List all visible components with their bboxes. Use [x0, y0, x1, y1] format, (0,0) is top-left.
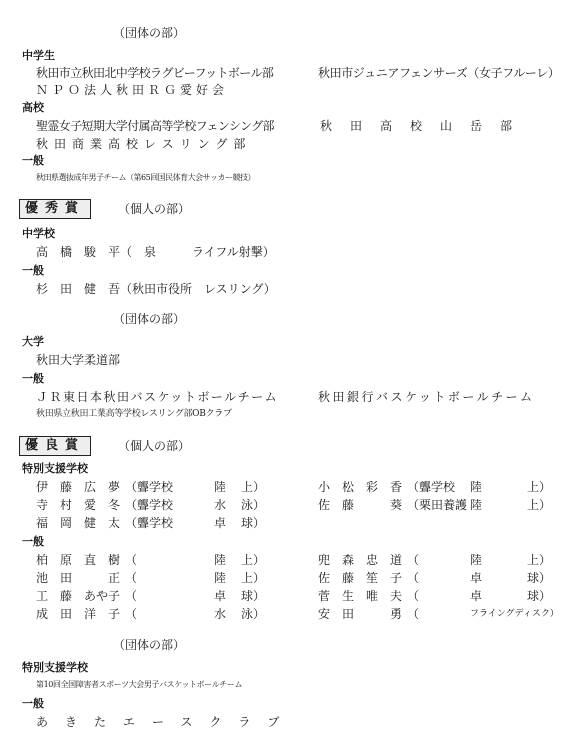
team-section-header: （団体の部） — [113, 26, 186, 40]
affiliation: （聾学校 — [125, 516, 174, 530]
affiliation: （ — [407, 589, 420, 603]
list-item — [0, 481, 578, 495]
affiliation: （ — [407, 607, 420, 621]
sport: 卓 — [470, 589, 483, 603]
sport-end: 球） — [241, 589, 266, 603]
person-name: 柏 原 直 樹 — [36, 553, 121, 567]
award-title-good: 優良賞 — [19, 436, 91, 456]
affiliation: （ — [125, 571, 138, 585]
person-name: 工 藤 あや子 — [36, 589, 121, 603]
category-label: 一般 — [22, 535, 44, 548]
category-label: 中学校 — [22, 227, 55, 240]
list-item — [0, 554, 578, 568]
affiliation: （ — [407, 571, 420, 585]
category-label: 大学 — [22, 335, 44, 348]
sport-end: 球） — [527, 589, 552, 603]
individual-section-header: （個人の部） — [118, 202, 191, 216]
person-name: 成 田 洋 子 — [36, 607, 121, 621]
category-label: 中学生 — [22, 49, 55, 62]
sport: 卓 — [470, 571, 483, 585]
category-label: 一般 — [22, 154, 44, 167]
person-name: 佐 藤 葵 — [318, 498, 403, 512]
team-entry: 秋田大学柔道部 — [36, 353, 121, 367]
sport-end: 上） — [241, 480, 266, 494]
affiliation: （ — [125, 589, 138, 603]
team-entry: 聖霊女子短期大学付属高等学校フェンシング部 — [36, 119, 274, 133]
category-label: 一般 — [22, 372, 44, 385]
affiliation: （ — [407, 553, 420, 567]
team-entry: 秋田銀行バスケットボールチーム — [318, 390, 535, 404]
person-name: 菅 生 唯 夫 — [318, 589, 403, 603]
team-entry: 第10回全国障害者スポーツ大会男子バスケットボールチーム — [36, 680, 243, 689]
team-entry: ＮＰＯ法人秋田ＲＧ愛好会 — [36, 83, 229, 97]
sport: 陸 — [214, 571, 227, 585]
person-name: 安 田 勇 — [318, 607, 403, 621]
category-label: 高校 — [22, 101, 44, 114]
list-item — [0, 572, 578, 586]
sport: 陸 — [470, 553, 483, 567]
team-section-header: （団体の部） — [113, 312, 186, 326]
list-item — [0, 608, 578, 622]
sport-end: 球） — [241, 516, 266, 530]
team-entry: 秋田県選抜成年男子チーム（第65回国民体育大会サッカー競技） — [36, 173, 256, 182]
sport: フライングディスク） — [470, 609, 559, 619]
team-entry: 秋田高校山岳部 — [320, 119, 531, 133]
person-name: 池 田 正 — [36, 571, 121, 585]
individual-entry: 高 橋 駿 平（ 泉 ライフル射撃） — [36, 245, 275, 259]
sport: 水 — [214, 498, 227, 512]
sport: 陸 — [470, 498, 483, 512]
person-name: 伊 藤 広 夢 — [36, 480, 121, 494]
team-entry: ＪＲ東日本秋田バスケットボールチーム — [36, 390, 279, 404]
team-section-header: （団体の部） — [113, 638, 186, 652]
sport: 卓 — [214, 589, 227, 603]
list-item — [0, 499, 578, 513]
award-title-excellent: 優秀賞 — [19, 199, 91, 219]
person-name: 寺 村 愛 冬 — [36, 498, 121, 512]
sport: 水 — [214, 607, 227, 621]
sport-end: 上） — [241, 553, 266, 567]
person-name: 小 松 彩 香 — [318, 480, 403, 494]
sport-end: 上） — [527, 553, 552, 567]
affiliation: （聾学校 — [125, 480, 174, 494]
sport-end: 上） — [527, 498, 552, 512]
person-name: 福 岡 健 太 — [36, 516, 121, 530]
team-entry: 秋田市立秋田北中学校ラグビーフットボール部 — [36, 66, 274, 80]
team-entry: あきたエースクラブ — [36, 715, 297, 729]
sport-end: 上） — [241, 571, 266, 585]
team-entry: 秋田商業高校レスリング部 — [36, 137, 252, 151]
person-name: 佐 藤 笙 子 — [318, 571, 403, 585]
category-label: 一般 — [22, 697, 44, 710]
affiliation: （聾学校 — [125, 498, 174, 512]
sport-end: 泳） — [241, 607, 266, 621]
individual-entry: 杉 田 健 吾（秋田市役所 レスリング） — [36, 282, 276, 296]
sport: 陸 — [470, 480, 483, 494]
sport-end: 上） — [527, 480, 552, 494]
list-item — [0, 590, 578, 604]
category-label: 特別支援学校 — [22, 462, 88, 475]
category-label: 特別支援学校 — [22, 661, 88, 674]
affiliation: （ — [125, 553, 138, 567]
affiliation: （栗田養護 — [407, 498, 468, 512]
category-label: 一般 — [22, 264, 44, 277]
list-item — [0, 517, 578, 531]
sport: 卓 — [214, 516, 227, 530]
sport: 陸 — [214, 480, 227, 494]
team-entry: 秋田県立秋田工業高等学校レスリング部OBクラブ — [36, 409, 232, 419]
person-name: 兜 森 忠 道 — [318, 553, 403, 567]
team-entry: 秋田市ジュニアフェンサーズ（女子フルーレ） — [318, 66, 560, 80]
sport: 陸 — [214, 553, 227, 567]
sport-end: 泳） — [241, 498, 266, 512]
sport-end: 球） — [527, 571, 552, 585]
affiliation: （聾学校 — [407, 480, 456, 494]
individual-section-header: （個人の部） — [118, 439, 191, 453]
affiliation: （ — [125, 607, 138, 621]
